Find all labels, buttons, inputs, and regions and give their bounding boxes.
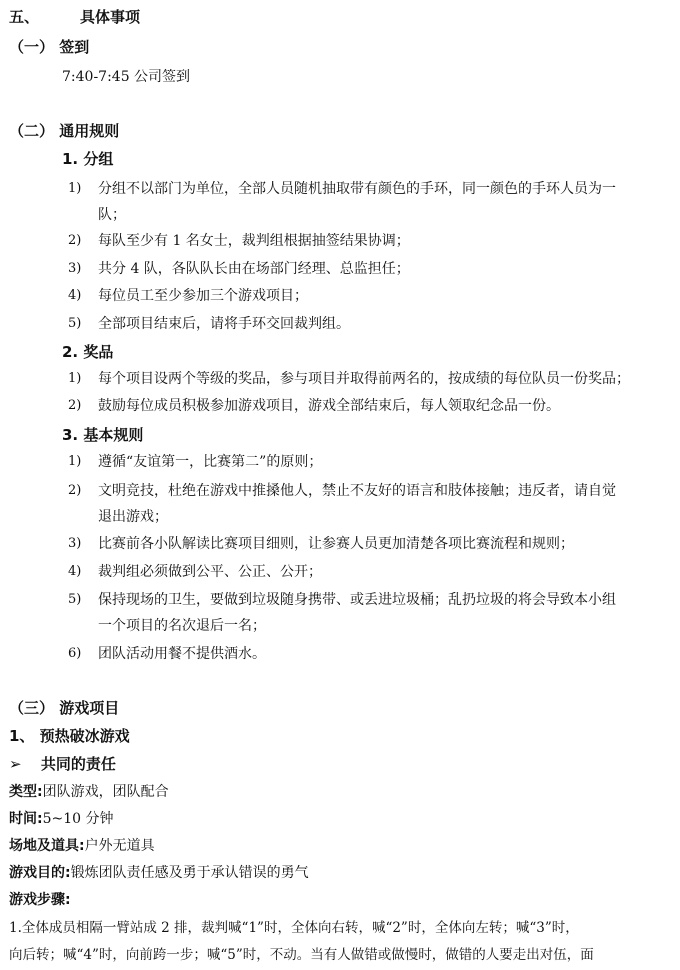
grouping-title: 1. 分组 bbox=[62, 150, 114, 168]
item-number: 5) bbox=[68, 316, 82, 331]
games-heading: （三） 游戏项目 bbox=[9, 699, 120, 717]
item-text: 每队至少有 1 名女士，裁判组根据抽签结果协调； bbox=[98, 233, 410, 249]
section-title: 具体事项 bbox=[80, 8, 141, 26]
arrow-bullet-icon: ➢ bbox=[9, 755, 22, 773]
checkin-heading: （一） 签到 bbox=[9, 38, 90, 56]
item-number: 1) bbox=[68, 181, 82, 196]
item-number: 1) bbox=[68, 454, 82, 469]
steps-label: 游戏步骤: bbox=[9, 892, 71, 908]
item-text-cont: 退出游戏； bbox=[98, 509, 168, 525]
item-text: 保持现场的卫生，要做到垃圾随身携带、或丢进垃圾桶；乱扔垃圾的将会导致本小组 bbox=[98, 592, 616, 608]
item-text: 团队活动用餐不提供酒水。 bbox=[98, 646, 266, 662]
item-text-cont: 一个项目的名次退后一名； bbox=[98, 618, 266, 634]
game-time-row bbox=[9, 810, 114, 828]
game-venue-row bbox=[9, 837, 155, 855]
venue-label: 场地及道具: bbox=[9, 838, 85, 854]
rules-heading: （二） 通用规则 bbox=[9, 122, 120, 140]
checkin-time: 7:40-7:45 公司签到 bbox=[62, 69, 191, 85]
time-value: 5~10 分钟 bbox=[42, 811, 114, 827]
item-text: 共分 4 队，各队队长由在场部门经理、总监担任； bbox=[98, 261, 410, 277]
item-text: 文明竞技，杜绝在游戏中推搡他人，禁止不友好的语言和肢体接触；违反者，请自觉 bbox=[98, 483, 616, 499]
item-number: 3) bbox=[68, 536, 82, 551]
item-number: 2) bbox=[68, 233, 82, 248]
item-number: 5) bbox=[68, 592, 82, 607]
item-text: 每位员工至少参加三个游戏项目； bbox=[98, 288, 308, 304]
purpose-value: 锻炼团队责任感及勇于承认错误的勇气 bbox=[70, 865, 309, 881]
item-text: 鼓励每位成员积极参加游戏项目，游戏全部结束后，每人领取纪念品一份。 bbox=[98, 398, 560, 414]
type-label: 类型: bbox=[9, 784, 43, 800]
time-label: 时间: bbox=[9, 811, 43, 827]
item-number: 2) bbox=[68, 483, 82, 498]
venue-value: 户外无道具 bbox=[84, 838, 155, 854]
item-number: 4) bbox=[68, 564, 82, 579]
item-number: 3) bbox=[68, 261, 82, 276]
game1-subtitle: 共同的责任 bbox=[40, 755, 116, 773]
item-text-cont: 队； bbox=[98, 207, 126, 223]
game-purpose-row bbox=[9, 864, 309, 882]
purpose-label: 游戏目的: bbox=[9, 865, 71, 881]
item-number: 2) bbox=[68, 398, 82, 413]
section-number: 五、 bbox=[9, 8, 40, 26]
step-line: 向后转；喊“4”时，向前跨一步；喊“5”时，不动。当有人做错或做慢时，做错的人要走出对伍，面 bbox=[9, 947, 594, 963]
game-type-row bbox=[9, 783, 169, 801]
type-value: 团队游戏，团队配合 bbox=[42, 784, 169, 800]
item-number: 1) bbox=[68, 371, 82, 386]
game1-title: 1、 预热破冰游戏 bbox=[9, 727, 130, 745]
item-text: 比赛前各小队解读比赛项目细则，让参赛人员更加清楚各项比赛流程和规则； bbox=[98, 536, 574, 552]
basic-rules-title: 3. 基本规则 bbox=[62, 426, 144, 444]
item-text: 每个项目设两个等级的奖品，参与项目并取得前两名的，按成绩的每位队员一份奖品； bbox=[98, 371, 630, 387]
game1-subtitle-row bbox=[9, 755, 116, 773]
item-text: 分组不以部门为单位，全部人员随机抽取带有颜色的手环，同一颜色的手环人员为一 bbox=[98, 181, 616, 197]
item-text: 全部项目结束后，请将手环交回裁判组。 bbox=[98, 316, 350, 332]
item-text: 裁判组必须做到公平、公正、公开； bbox=[98, 564, 322, 580]
step-line: 1.全体成员相隔一臂站成 2 排，裁判喊“1”时，全体向右转，喊“2”时，全体向左转；喊“3”时， bbox=[9, 920, 579, 936]
prizes-title: 2. 奖品 bbox=[62, 343, 114, 361]
item-number: 6) bbox=[68, 646, 82, 661]
item-number: 4) bbox=[68, 288, 82, 303]
item-text: 遵循“友谊第一，比赛第二”的原则； bbox=[98, 454, 323, 470]
